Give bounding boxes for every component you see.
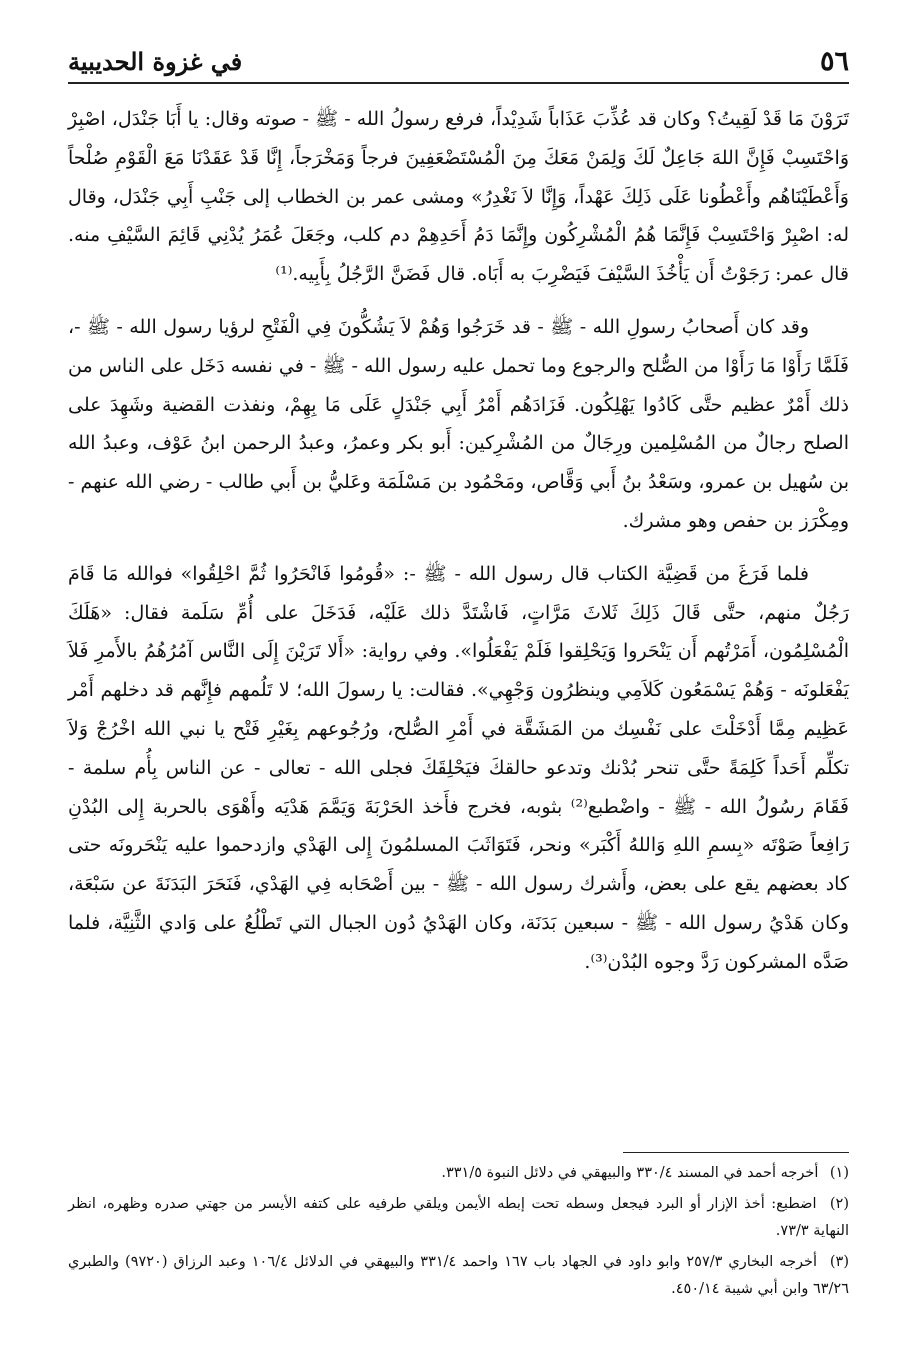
paragraph-1: تَرَوْنَ مَا قَدْ لَقِيتُ؟ وكان قد عُذِّبَ عَذَاباً شَدِيْداً، فرفع رسولُ الله - ﷺ - صوته وقال: يا أَبَا جَنْدَل، اصْبِرْ وَاحْتَسِبْ فَإِنَّ اللهَ جَاعِلٌ لَكَ وَلِمَنْ مَعَكَ مِنَ الْمُسْتَضْعَفِينَ فرجاً وَمَخْرَجاً، إِنَّا قَدْ عَقَدْنَا مَعَ الْقَوْمِ صُلْحاً وَأَعْطَيْنَاهُم وأَعْطُونا عَلَى ذَلِكَ عَهْداً، وَإِنَّا لاَ نَغْدِرُ» ومشى عمر بن الخطاب إلى جَنْبِ أَبِي جَنْدَل، وقال له: اصْبِرْ وَاحْتَسِبْ فَإِنَّمَا هُمُ الْمُشْرِكُون وإِنَّمَا دَمُ أَحَدِهِمْ دم كلب، وجَعَلَ عُمَرُ يُدْنِي قَائِمَ السَّيْفِ منه. قال عمر: رَجَوْتُ أَن يَأْخُذَ السَّيْفَ فَيَضْرِبَ به أَبَاه. قال فَضَنَّ الرَّجُلُ بِأَبِيه.⁽¹⁾ xyxy=(68,108,849,286)
footnote-text: أخرجه البخاري ٢٥٧/٣ وابو داود في الجهاد باب ١٦٧ واحمد ٣٣١/٤ والبيهقي في الدلائل ١٠٦/٤ وعبد الرزاق (٩٧٢٠) والطبري ٦٣/٢٦ وابن أبي شيبة ٤٥٠/١٤. xyxy=(68,1254,849,1297)
footnote-text: أخرجه أحمد في المسند ٣٣٠/٤ والبيهقي في دلائل النبوة ٣٣١/٥. xyxy=(441,1165,819,1181)
paragraph-3: فلما فَرَغَ من قَضِيَّة الكتاب قال رسول الله - ﷺ -: «قُومُوا فَانْحَرُوا ثُمَّ احْلِقُوا» فوالله مَا قَامَ رَجُلٌ منهم، حتَّى قَالَ ذَلِكَ ثَلاثَ مَرَّاتٍ، فَاشْتَدَّ ذلك عَلَيْه، فَدَخَلَ على أُمِّ سَلَمة فقال: «هَلَكَ الْمُسْلِمُون، أَمَرْتُهم أَن يَنْحَروا وَيَحْلِقوا فَلَمْ يَفْعَلُوا». وفي رواية: «أَلا تَرَيْنَ إِلَى النَّاس آمُرُهُمُ بالأَمرِ فَلاَ يَفْعَلونَه - وَهُمْ يَسْمَعُون كَلاَمِي وينظرُون وَجْهِي». فقالت: يا رسولَ الله؛ لا تَلُمهم فإِنَّهم قد دخلهم أَمْر عَظِيم مِمَّا أَدْخَلْتَ على نَفْسِك من المَشَقَّة في أَمْرِ الصُّلح، ورُجُوعهم بِغَيْرِ فَتْح يا نبي الله اخْرُجْ وَلاَ تكلِّم أَحَداً كَلِمَةً حتَّى تنحر بُدْنك وتدعو حالقكَ فيَحْلِقَكَ فجلى الله - تعالى - عن الناس بِأُم سلمة - فَقَامَ رسُولُ الله - ﷺ - واضْطبع⁽²⁾ بثوبه، فخرج فأَخذ الحَرْبَةَ وَيَمَّمَ هَدْيَه وأَهْوَى بالحربة إِلى البُدْنِ رَافِعاً صَوْتَه «بِسمِ اللهِ وَاللهُ أَكْبَر» ونحر، فَتَوَاثَبَ المسلمُونَ إِلى الهَدْي وازدحموا عليه يَنْحَرونَه حتى كاد بعضهم يقع على بعض، وأَشرك رسول الله - ﷺ - بين أَصْحَابه فِي الهَدْي، فَنَحَرَ البَدَنَةَ عن سَبْعَة، وكان هَدْيُ رسول الله - ﷺ - سبعين بَدَنَة، وكان الهَدْيُ دُون الجبال التي تَطْلُعُ على وَادي الثَّنِيَّة، فلما صَدَّه المشركون رَدَّ وجوه البُدْن⁽³⁾. xyxy=(68,562,849,973)
paragraph-2: وقد كان أَصحابُ رسولِ الله - ﷺ - قد خَرَجُوا وَهُمْ لاَ يَشُكُّونَ فِي الْفَتْحِ لرؤيا رسول الله - ﷺ -، فَلَمَّا رَأَوْا مَا رَأَوْا من الصُّلح والرجوع وما تحمل عليه رسول الله - ﷺ - في نفسه دَخَل على الناس من ذلك أَمْرٌ عظيم حتَّى كَادُوا يَهْلِكُون. فَزَادَهُم أَمْرُ أَبِي جَنْدَلٍ عَلَى مَا بِهِمْ، ونفذت القضية وشَهِدَ على الصلح رجالٌ من المُسْلِمين ورِجَالٌ من المُشْرِكين: أَبو بكر وعمرُ، وعبدُ الرحمن ابنُ عَوْف، وعبدُ الله بن سُهيل بن عمرو، وسَعْدُ بنُ أَبي وَقَّاص، ومَحْمُود بن مَسْلَمَة وعَليُّ بن أَبي طالب - رضي الله عنهم - ومِكْرَز بن حفص وهو مشرك. xyxy=(68,315,850,532)
footnote-3 xyxy=(68,1249,849,1303)
footnote-separator xyxy=(623,1152,849,1153)
footnote-1 xyxy=(68,1160,849,1187)
footnotes xyxy=(68,1160,849,1307)
main-text xyxy=(68,100,849,982)
footnote-number: (١) xyxy=(829,1165,849,1181)
footnote-2 xyxy=(68,1191,849,1245)
footnote-text: اضطبع: أخذ الإزار أو البرد فيجعل وسطه تحت إبطه الأيمن ويلقي طرفيه على كتفه الأيسر من جهتي صدره وظهره، انظر النهاية ٧٣/٣. xyxy=(68,1196,849,1239)
footnote-number: (٣) xyxy=(829,1254,849,1270)
running-title: في غزوة الحديبية xyxy=(68,46,243,76)
page-number: ٥٦ xyxy=(819,45,849,77)
footnote-number: (٢) xyxy=(829,1196,849,1212)
page-header xyxy=(68,40,849,84)
